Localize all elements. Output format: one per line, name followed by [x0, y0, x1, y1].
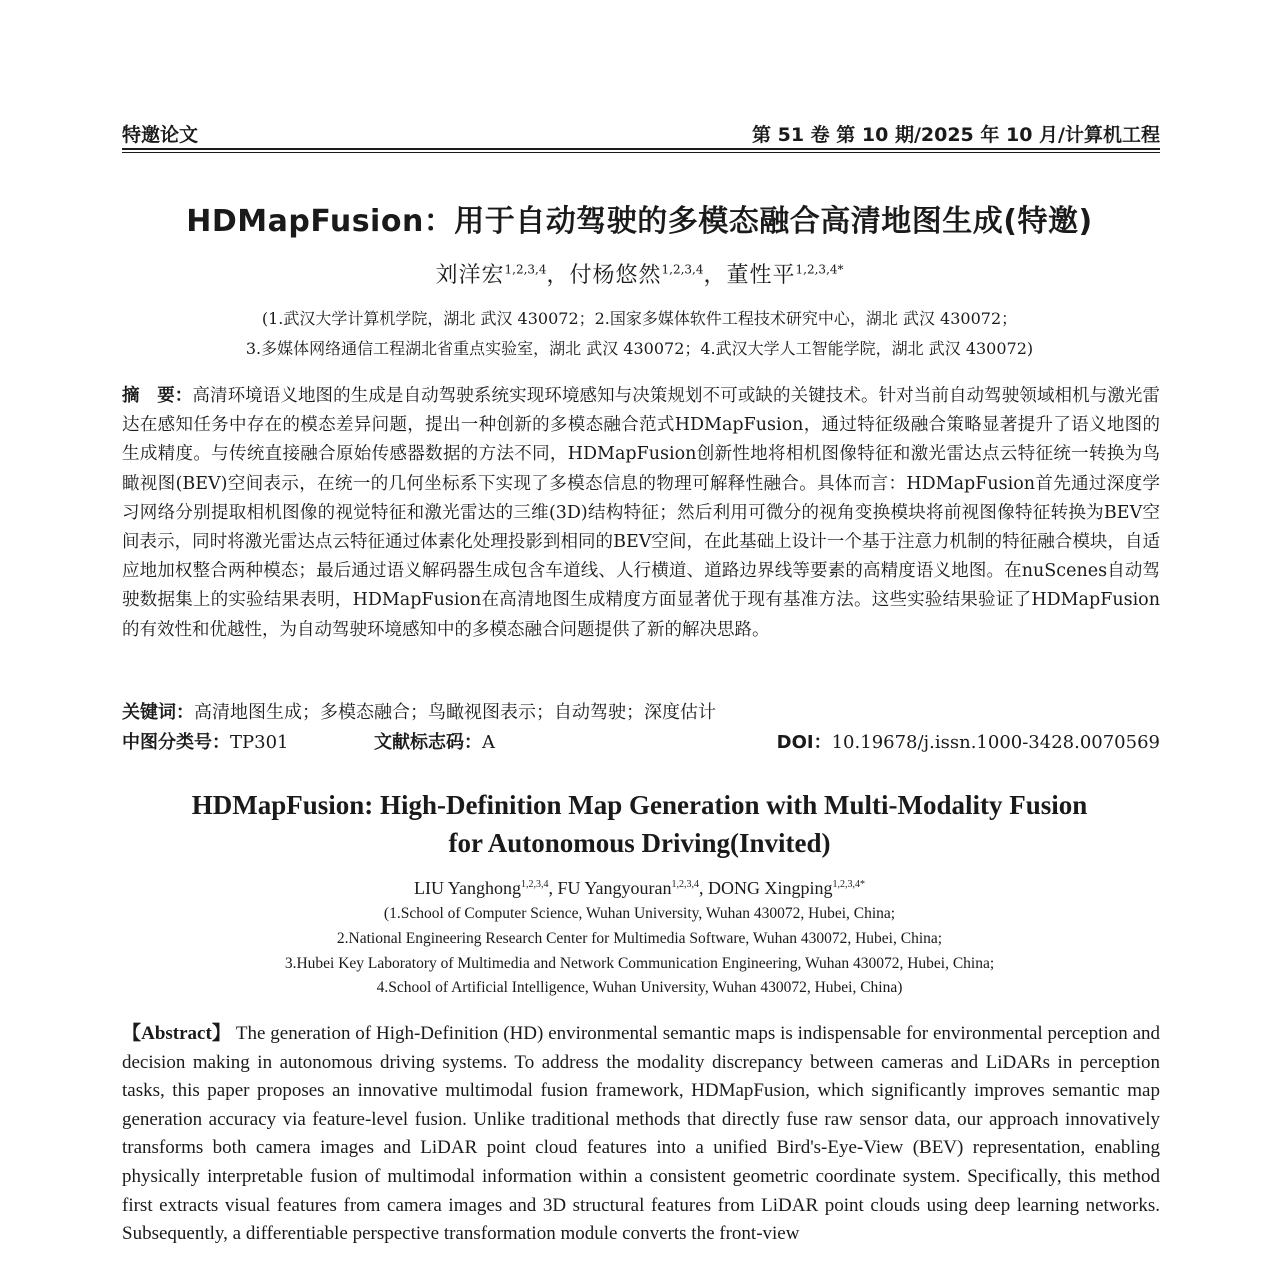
cn-keywords-label: 关键词： [122, 702, 194, 723]
en-abstract-text: The generation of High-Definition (HD) environmental semantic maps is indispensable for environmental perception and decision making in autonomous driving systems. To address the modality discrepancy between cameras and LiDARs in perception tasks, this paper proposes an innovative multimodal fusion framework, HDMapFusion, which significantly improves semantic map generation accuracy via feature-level fusion. Unlike traditional methods that directly fuse raw sensor data, our approach innovatively transforms both camera images and LiDAR point cloud features into a unified Bird's-Eye-View (BEV) representation, enabling physically interpretable fusion of multimodal information within a consistent geometric coordinate system. Specifically, this method first extracts visual features from camera images and 3D structural features from LiDAR point clouds using deep learning networks. Subsequently, a differentiable perspective transformation module converts the front-view [122, 1023, 1161, 1245]
section-label: 特邀论文 [122, 123, 199, 146]
cn-keywords [122, 698, 1160, 724]
en-authors [0, 878, 1279, 899]
en-title-line: HDMapFusion: High-Definition Map Generation with Multi-Modality Fusion [191, 790, 1088, 820]
author-affil-sup: 1,2,3,4 [661, 262, 704, 277]
author-sep: , [548, 878, 558, 898]
clc-label: 中图分类号： [122, 732, 230, 753]
journal-issue: 第 51 卷 第 10 期/2025 年 10 月/计算机工程 [752, 123, 1160, 146]
author-name: FU Yangyouran [557, 878, 672, 898]
doi-label: DOI： [776, 732, 832, 753]
cn-affiliation-line: (1.武汉大学计算机学院，湖北 武汉 430072；2.国家多媒体软件工程技术研究中心，湖北 武汉 430072； [261, 309, 1018, 328]
cn-keywords-text: 高清地图生成；多模态融合；鸟瞰视图表示；自动驾驶；深度估计 [194, 702, 716, 723]
author-name: DONG Xingping [708, 878, 833, 898]
author-affil-sup: 1,2,3,4* [832, 879, 866, 890]
en-affiliation-line: 2.National Engineering Research Center for Multimedia Software, Wuhan 430072, Hubei, China; [336, 930, 943, 947]
doi-value: 10.19678/j.issn.1000-3428.0070569 [831, 732, 1160, 753]
cn-abstract-text: 高清环境语义地图的生成是自动驾驶系统实现环境感知与决策规划不可或缺的关键技术。针对当前自动驾驶领域相机与激光雷达在感知任务中存在的模态差异问题，提出一种创新的多模态融合范式HDMapFusion，通过特征级融合策略显著提升了语义地图的生成精度。与传统直接融合原始传感器数据的方法不同，HDMapFusion创新性地将相机图像特征和激光雷达点云特征统一转换为鸟瞰视图(BEV)空间表示，在统一的几何坐标系下实现了多模态信息的物理可解释性融合。具体而言：HDMapFusion首先通过深度学习网络分别提取相机图像的视觉特征和激光雷达的三维(3D)结构特征；然后利用可微分的视角变换模块将前视图像特征转换为BEV空间表示，同时将激光雷达点云特征通过体素化处理投影到相同的BEV空间，在此基础上设计一个基于注意力机制的特征融合模块，自适应地加权整合两种模态；最后通过语义解码器生成包含车道线、人行横道、道路边界线等要素的高精度语义地图。在nuScenes自动驾驶数据集上的实验结果表明，HDMapFusion在高清地图生成精度方面显著优于现有基准方法。这些实验结果验证了HDMapFusion的有效性和优越性，为自动驾驶环境感知中的多模态融合问题提供了新的解决思路。 [122, 386, 1161, 640]
en-title [0, 786, 1279, 862]
clc-number [122, 728, 288, 754]
cn-title: HDMapFusion：用于自动驾驶的多模态融合高清地图生成(特邀) [186, 204, 1093, 239]
author-affil-sup: 1,2,3,4 [504, 262, 547, 277]
en-affiliation-line: 3.Hubei Key Laboratory of Multimedia and Network Communication Engineering, Wuhan 430072, Hubei, China; [284, 955, 995, 972]
en-abstract-label: 【Abstract】 [122, 1023, 232, 1044]
header-rule-thin [122, 152, 1160, 153]
en-title-line: for Autonomous Driving(Invited) [448, 828, 831, 858]
cn-abstract [122, 382, 1160, 645]
author-affil-sup: 1,2,3,4 [671, 879, 700, 890]
header-rule [122, 148, 1160, 150]
clc-value: TP301 [230, 732, 289, 753]
cn-affiliation-line: 3.多媒体网络通信工程湖北省重点实验室，湖北 武汉 430072；4.武汉大学人工智能学院，湖北 武汉 430072) [245, 339, 1034, 358]
doi [777, 728, 1160, 754]
en-affiliation-line: (1.School of Computer Science, Wuhan University, Wuhan 430072, Hubei, China; [383, 905, 896, 922]
en-affiliation-line: 4.School of Artificial Intelligence, Wuhan University, Wuhan 430072, Hubei, China) [376, 979, 903, 996]
author-name: 刘洋宏 [435, 263, 505, 288]
author-name: 付杨悠然 [569, 263, 662, 288]
author-sep: ， [703, 263, 727, 288]
author-affil-sup: 1,2,3,4 [521, 879, 549, 890]
en-abstract [122, 1020, 1160, 1249]
document-code [374, 728, 495, 754]
cn-classification-row [122, 728, 1160, 754]
author-affil-sup: 1,2,3,4* [795, 262, 844, 277]
doc-code-value: A [482, 732, 495, 753]
author-name: LIU Yanghong [413, 878, 521, 898]
author-sep: ， [546, 263, 570, 288]
author-name: 董性平 [726, 263, 796, 288]
cn-abstract-label: 摘 要： [122, 386, 193, 406]
cn-authors [0, 258, 1279, 289]
author-sep: , [699, 878, 709, 898]
running-header [122, 118, 1160, 148]
doc-code-label: 文献标志码： [374, 732, 482, 753]
